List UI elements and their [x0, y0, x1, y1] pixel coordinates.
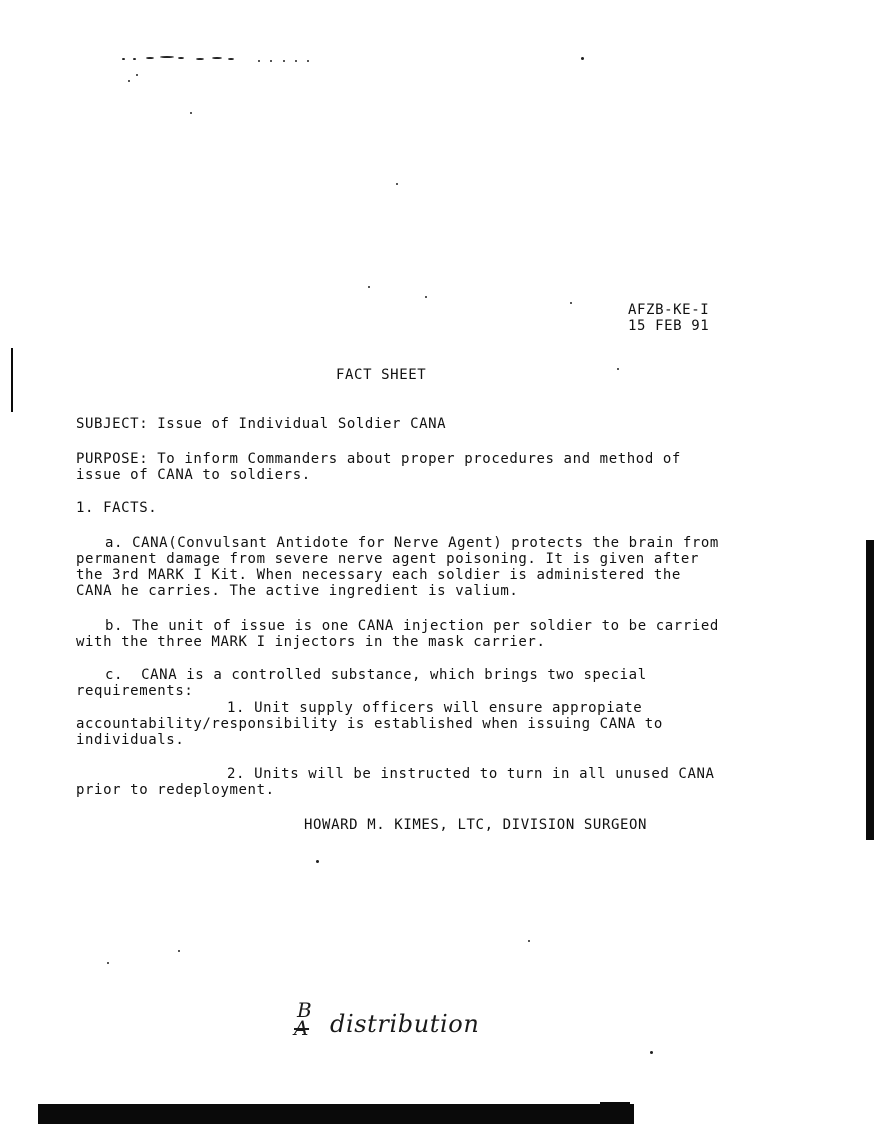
scan-bottom-bar-thin	[600, 1102, 630, 1104]
para-c-line: requirements:	[76, 683, 194, 699]
scan-speck	[133, 58, 136, 60]
scan-speck	[178, 57, 184, 59]
office-symbol: AFZB-KE-I	[628, 302, 710, 318]
scan-speck	[295, 60, 297, 62]
scan-speck	[307, 60, 309, 62]
scan-speck	[136, 74, 138, 76]
scan-edge-band-right	[866, 540, 874, 840]
subject-text: Issue of Individual Soldier CANA	[157, 416, 447, 432]
scan-speck	[107, 962, 109, 964]
purpose-label: PURPOSE:	[76, 451, 149, 467]
item-1-line: accountability/responsibility is established when issuing CANA to	[76, 716, 663, 732]
scan-speck	[122, 58, 125, 60]
scan-speck	[128, 80, 130, 82]
scan-speck	[178, 950, 180, 952]
item-2-line: prior to redeployment.	[76, 782, 275, 798]
para-a-line: a. CANA(Convulsant Antidote for Nerve Agent) protects the brain from	[105, 535, 719, 551]
facts-heading: 1. FACTS.	[76, 500, 158, 516]
scan-speck	[190, 112, 192, 114]
item-1-line: 1. Unit supply officers will ensure appropiate	[227, 700, 643, 716]
handwritten-mark-bottom: A	[294, 1016, 310, 1040]
scan-speck	[581, 57, 584, 60]
subject-line	[76, 416, 446, 432]
purpose-text-1: To inform Commanders about proper procedures and method of	[157, 451, 681, 467]
scan-edge-line-left	[11, 348, 13, 412]
para-b-line: b. The unit of issue is one CANA injection per soldier to be carried	[105, 618, 719, 634]
scan-speck	[425, 296, 427, 298]
scan-speck	[316, 860, 319, 863]
para-b-line: with the three MARK I injectors in the mask carrier.	[76, 634, 546, 650]
para-a-line: CANA he carries. The active ingredient is valium.	[76, 583, 519, 599]
subject-label: SUBJECT:	[76, 416, 149, 432]
scan-speck	[396, 183, 398, 185]
scan-speck	[196, 58, 204, 60]
para-a-line: permanent damage from severe nerve agent poisoning. It is given after	[76, 551, 699, 567]
purpose-line-1	[76, 451, 681, 467]
item-1-line: individuals.	[76, 732, 185, 748]
scan-speck	[212, 57, 222, 59]
para-a-line: the 3rd MARK I Kit. When necessary each soldier is administered the	[76, 567, 681, 583]
scan-speck	[270, 60, 272, 62]
signature-block: HOWARD M. KIMES, LTC, DIVISION SURGEON	[304, 817, 648, 833]
item-2-line: 2. Units will be instructed to turn in all unused CANA	[227, 766, 715, 782]
para-c-line: c. CANA is a controlled substance, which brings two special	[105, 667, 647, 683]
document-date: 15 FEB 91	[628, 318, 710, 334]
handwritten-mark-top: B	[297, 998, 313, 1022]
scan-speck	[160, 56, 174, 58]
scan-speck	[570, 302, 572, 304]
document-title: FACT SHEET	[336, 367, 427, 383]
scan-speck	[650, 1051, 653, 1054]
scan-speck	[368, 286, 370, 288]
scan-bottom-bar	[38, 1104, 634, 1124]
scan-speck	[283, 60, 285, 62]
scan-speck	[228, 58, 234, 60]
scan-speck	[258, 60, 260, 62]
handwritten-distribution-note: distribution	[330, 1010, 480, 1038]
scan-speck	[146, 57, 154, 59]
scan-speck	[528, 940, 530, 942]
purpose-line-2: issue of CANA to soldiers.	[76, 467, 311, 483]
scan-speck	[617, 368, 619, 370]
